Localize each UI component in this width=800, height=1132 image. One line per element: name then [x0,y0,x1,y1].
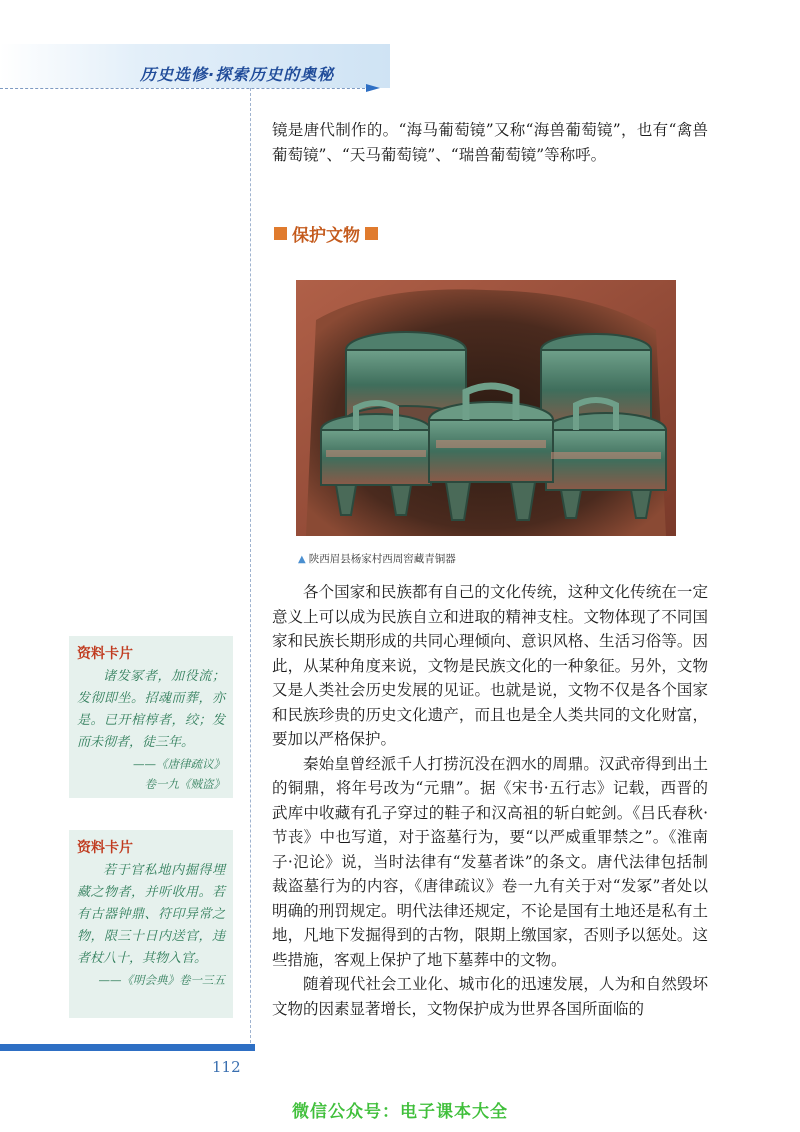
watermark-text: 微信公众号：电子课本大全 [292,1102,508,1122]
figure-caption [298,551,456,566]
section-heading-text: 保护文物 [292,226,360,246]
card-text: 若于官私地内掘得埋藏之物者，并听收用。若有古器钟鼎、符印异常之物，限三十日内送官，违者杖八十，其物入官。 [77,863,225,966]
square-bullet-icon [365,227,378,240]
running-header-title: 历史选修·探索历史的奥秘 [140,65,335,84]
card-source: 卷一九《贼盗》 [144,777,225,791]
info-card-ming [69,830,233,1018]
header-dashed-rule [0,88,370,89]
paragraph-3: 随着现代社会工业化、城市化的迅速发展，人为和自然毁坏文物的因素显著增长，文物保护成为世界各国所面临的 [272,975,708,1018]
footer-blue-bar [0,1044,255,1051]
card-title: 资料卡片 [77,840,133,856]
card-source: ——《明会典》卷一三五 [98,973,225,987]
intro-paragraph: 镜是唐代制作的。“海马葡萄镜”又称“海兽葡萄镜”，也有“禽兽葡萄镜”、“天马葡萄镜”、“瑞兽葡萄镜”等称呼。 [272,121,708,164]
caption-triangle-icon: ▲ [298,554,306,565]
card-title: 资料卡片 [77,646,133,662]
square-bullet-icon [274,227,287,240]
card-text: 诸发冢者，加役流；发彻即坐。招魂而葬，亦是。已开棺椁者，绞；发而未彻者，徒三年。 [77,669,225,750]
paragraph-2: 秦始皇曾经派千人打捞沉没在泗水的周鼎。汉武帝得到出土的铜鼎，将年号改为“元鼎”。据《宋书·五行志》记载，西晋的武库中收藏有孔子穿过的鞋子和汉高祖的斩白蛇剑。《吕氏春秋·节丧》中也写道，对于盗墓行为，要“以严威重罪禁之”。《淮南子·氾论》说，当时法律有“发墓者诛”的条文。唐代法律包括制裁盗墓行为的内容，《唐律疏议》卷一九有关于对“发冢”者处以明确的刑罚规定。明代法律还规定，不论是国有土地还是私有土地，凡地下发掘得到的古物，限期上缴国家，否则予以惩处。这些措施，客观上保护了地下墓葬中的文物。 [272,754,708,969]
header-arrow-icon [366,84,380,92]
intro-text [272,118,708,167]
info-card-tang [69,636,233,798]
card-source: ——《唐律疏议》 [133,757,225,771]
bronze-vessels-photo [296,280,676,536]
main-text [272,580,708,1021]
margin-dashed-rule [250,88,251,1048]
figure-caption-text: 陕西眉县杨家村西周窖藏青铜器 [308,553,456,565]
page-number: 112 [212,1058,241,1076]
paragraph-1: 各个国家和民族都有自己的文化传统，这种文化传统在一定意义上可以成为民族自立和进取的精神支柱。文物体现了不同国家和民族长期形成的共同心理倾向、意识风格、生活习俗等。因此，从某种角度来说，文物是民族文化的一种象征。另外，文物又是人类社会历史发展的见证。也就是说，文物不仅是各个国家和民族珍贵的历史文化遗产，而且也是全人类共同的文化财富，要加以严格保护。 [272,583,708,748]
section-heading [274,221,378,246]
